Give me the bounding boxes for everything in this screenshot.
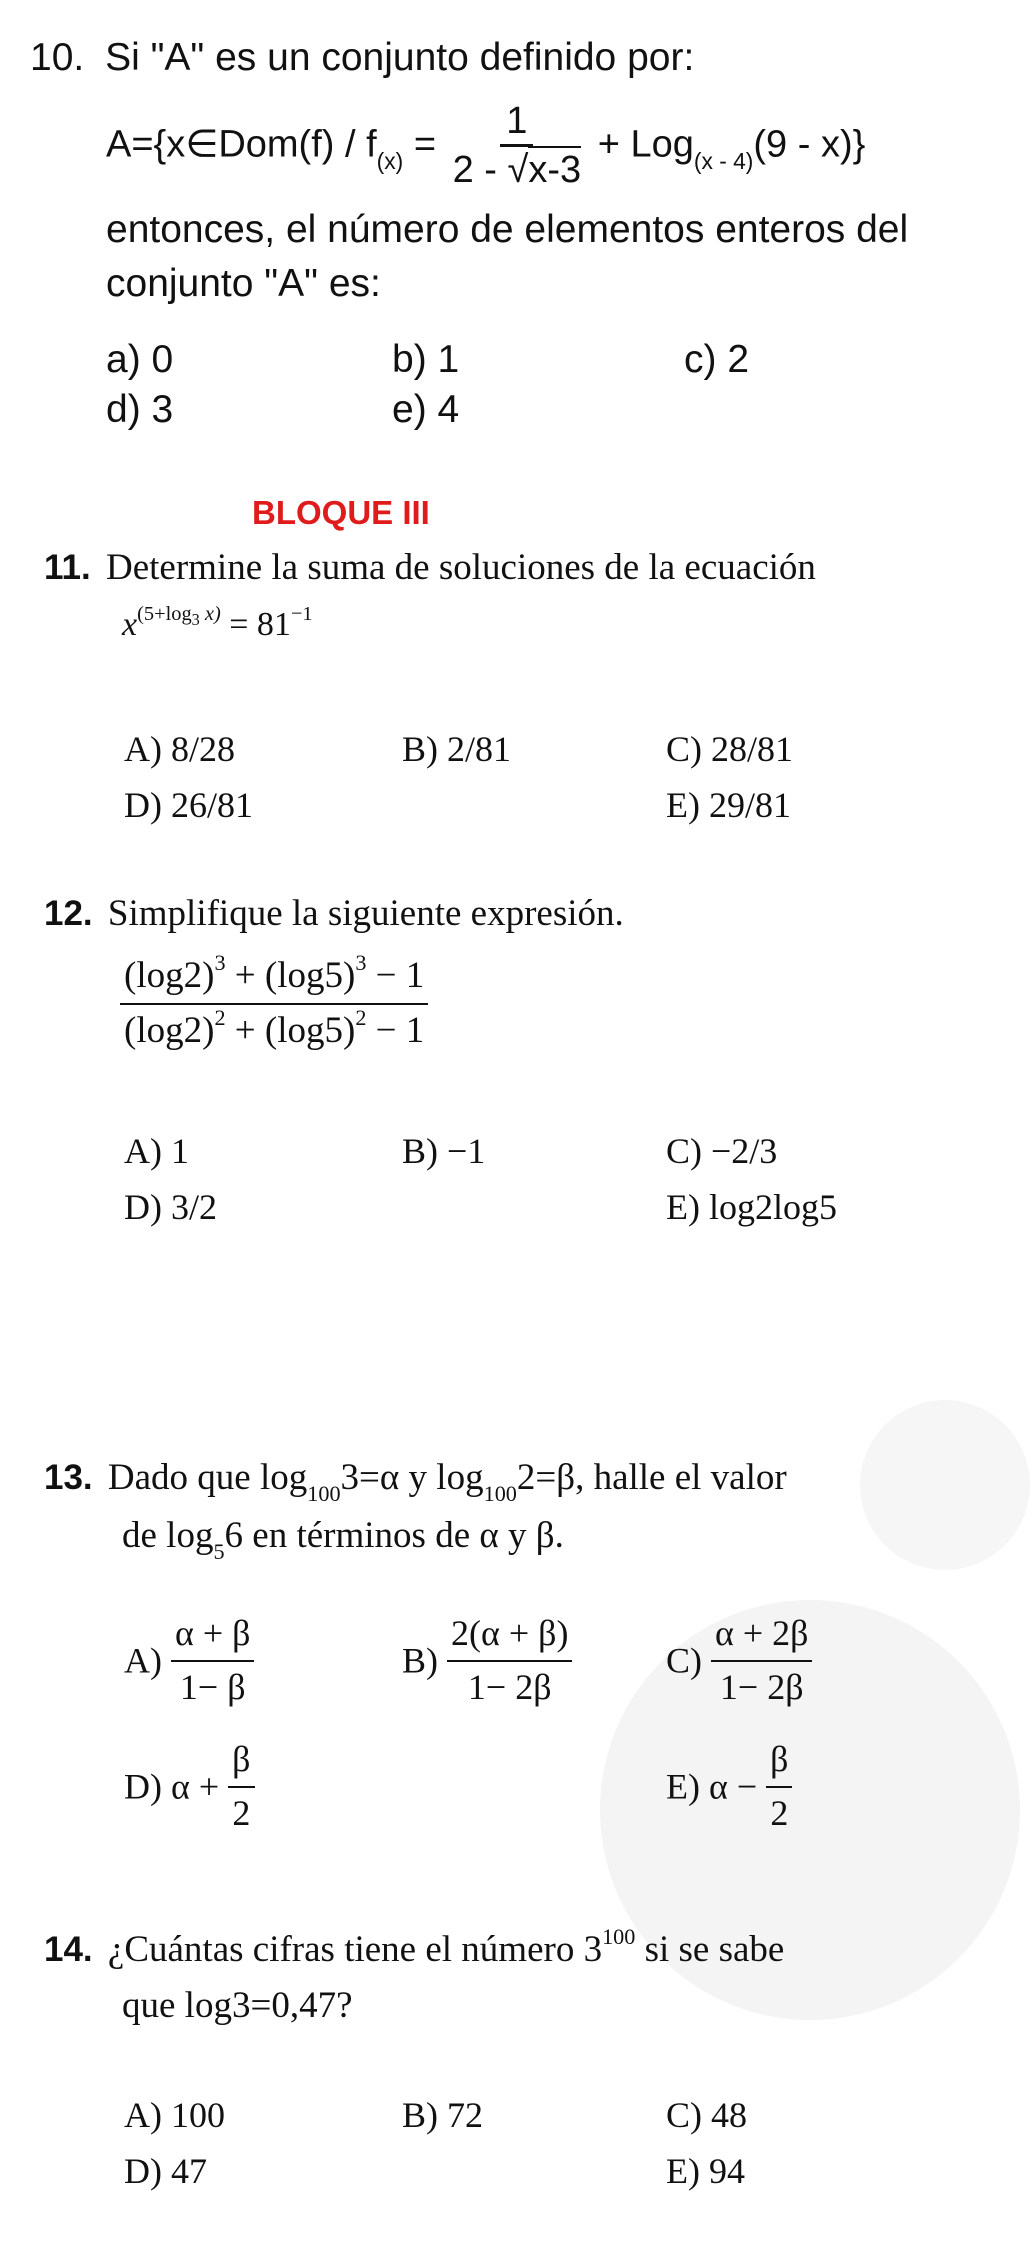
radicand: x-3 xyxy=(528,146,581,191)
question-13-line-2: de $\log_56$ en términos de α y β. xyxy=(122,1515,564,1565)
option-d[interactable]: D) 47 xyxy=(124,2151,207,2191)
option-d[interactable]: D) α + $\frac{\beta}{2}$ xyxy=(124,1740,255,1833)
question-14-line-2: que log3=0,47? xyxy=(122,1985,353,2026)
option-d[interactable]: d) 3 xyxy=(106,388,174,431)
option-e[interactable]: e) 4 xyxy=(392,388,460,431)
option-a[interactable]: A) 8/28 xyxy=(124,729,236,769)
watermark-shape xyxy=(860,1400,1030,1570)
option-e[interactable]: E) α − $\frac{\beta}{2}$ xyxy=(666,1740,792,1833)
option-a[interactable]: A) $\frac{\alpha + \beta}{1- \beta}$ xyxy=(124,1614,254,1707)
option-d[interactable]: D) 26/81 xyxy=(124,785,254,825)
question-10-text-line-2: conjunto "A" es: xyxy=(106,262,381,305)
question-number: 11. xyxy=(44,548,91,587)
denominator-prefix: 2 - √ xyxy=(452,148,529,191)
fraction xyxy=(447,102,588,191)
option-b[interactable]: b) 1 xyxy=(392,338,460,381)
question-text: Simplifique la siguiente expresión. xyxy=(107,893,624,934)
set-lhs: A={x∈Dom(f) / f xyxy=(106,123,377,166)
question-text: Determine la suma de soluciones de la ecuación xyxy=(105,547,816,588)
expression-denominator: $(\log 2)^2 + (\log 5)^2 - 1$ xyxy=(124,1005,425,1051)
equals-sign: = xyxy=(413,123,437,166)
option-d[interactable]: D) 3/2 xyxy=(124,1187,218,1227)
equation-base: x xyxy=(122,606,138,643)
option-c[interactable]: C) −2/3 xyxy=(666,1131,778,1171)
question-number: 14. xyxy=(44,1930,93,1969)
expression-fraction xyxy=(120,950,428,1051)
option-a[interactable]: A) 100 xyxy=(124,2095,225,2135)
rhs-exponent: −1 xyxy=(290,602,313,625)
equation xyxy=(122,602,313,644)
question-13-line-1: 13. Dado que $\log_{100}3=\alpha$ y $\log_{100}2=\beta$, halle el valor xyxy=(44,1457,787,1507)
question-number: 13. xyxy=(44,1458,93,1497)
expression-numerator: $(\log 2)^3 + (\log 5)^3 - 1$ xyxy=(120,956,428,1005)
option-b[interactable]: B) −1 xyxy=(402,1131,486,1171)
option-c[interactable]: C) 28/81 xyxy=(666,729,794,769)
question-text: Si "A" es un conjunto definido por: xyxy=(105,36,695,79)
equation-exponent: (5+log3 x) xyxy=(137,602,221,629)
option-c[interactable]: c) 2 xyxy=(684,338,750,381)
question-11-stem xyxy=(44,546,816,589)
fraction-denominator xyxy=(447,147,588,191)
option-e[interactable]: E) log2log5 xyxy=(666,1187,837,1227)
set-subscript: (x) xyxy=(376,147,404,174)
equation-rhs: = 81 xyxy=(229,606,291,643)
option-b[interactable]: B) 2/81 xyxy=(402,729,512,769)
log-argument: (9 - x)} xyxy=(753,123,866,166)
fraction-numerator: 1 xyxy=(500,102,533,147)
set-definition xyxy=(106,102,865,191)
option-c[interactable]: C) 48 xyxy=(666,2095,747,2135)
option-e[interactable]: E) 94 xyxy=(666,2151,745,2191)
log-base: (x - 4) xyxy=(693,147,754,174)
option-e[interactable]: E) 29/81 xyxy=(666,785,791,825)
question-number: 10. xyxy=(30,36,85,79)
block-title: BLOQUE III xyxy=(252,494,430,531)
option-c[interactable]: C) $\frac{\alpha + 2\beta}{1- 2\beta}$ xyxy=(666,1614,812,1707)
log-term: + Log xyxy=(597,123,694,166)
option-a[interactable]: a) 0 xyxy=(106,338,174,381)
question-10-text-line-1: entonces, el número de elementos enteros del xyxy=(106,208,909,251)
option-a[interactable]: A) 1 xyxy=(124,1131,189,1171)
option-b[interactable]: B) $\frac{2(\alpha + \beta)}{1- 2\beta}$ xyxy=(402,1614,572,1707)
question-14-line-1: 14. ¿Cuántas cifras tiene el número $3^{100}$ si se sabe xyxy=(44,1924,785,1970)
question-10-stem xyxy=(30,36,694,80)
option-b[interactable]: B) 72 xyxy=(402,2095,483,2135)
question-12-stem xyxy=(44,892,624,935)
question-number: 12. xyxy=(44,894,93,933)
